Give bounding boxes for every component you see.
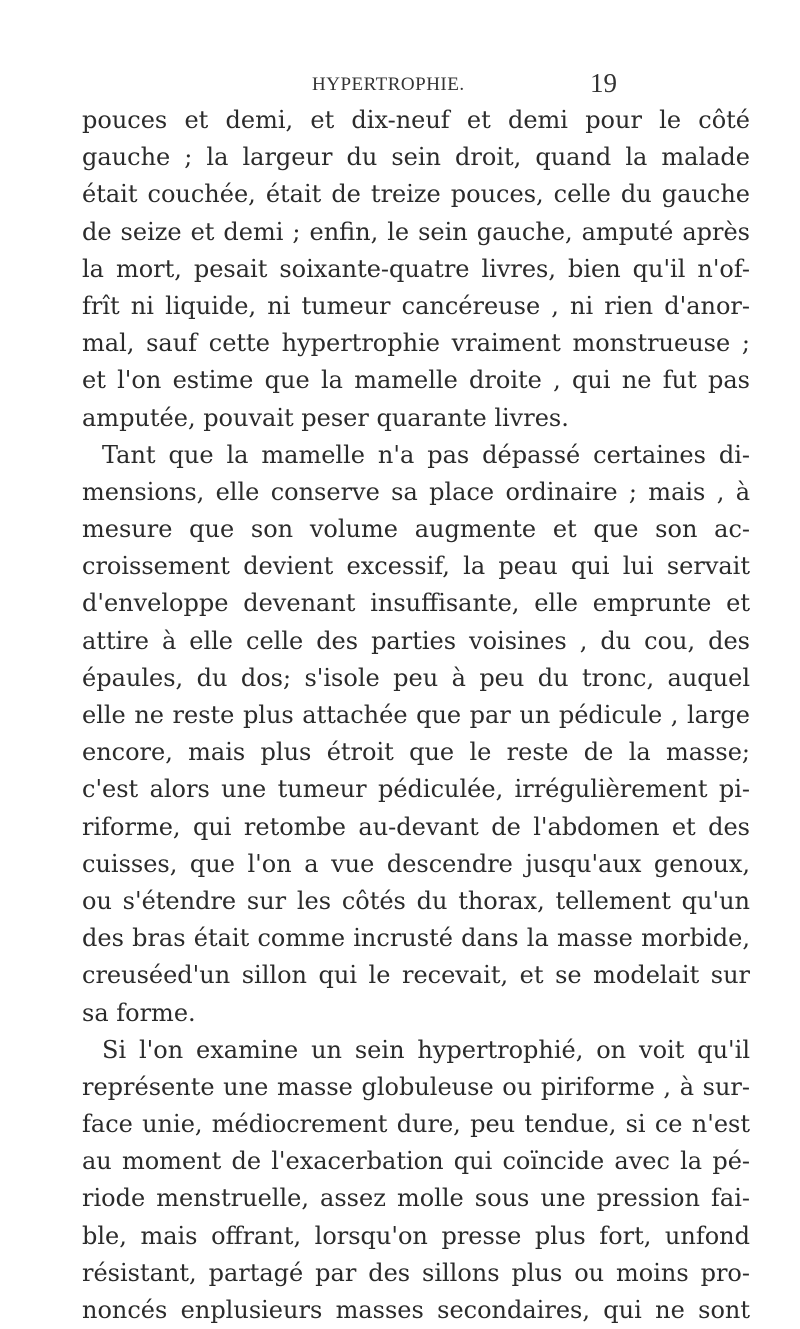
text-line: riode menstruelle, assez molle sous une pression fai- (82, 1184, 750, 1213)
text-line: des bras était comme incrusté dans la masse morbide, (82, 924, 750, 953)
text-line: mensions, elle conserve sa place ordinaire ; mais , à (82, 477, 750, 506)
text-line: Si l'on examine un sein hypertrophié, on voit qu'il (102, 1035, 750, 1064)
page-number: 19 (590, 68, 617, 98)
text-line: Tant que la mamelle n'a pas dépassé certaines di- (102, 440, 750, 469)
text-line: mal, sauf cette hypertrophie vraiment monstrueuse ; (82, 329, 750, 358)
text-line: de seize et demi ; enfin, le sein gauche, amputé après (82, 217, 750, 246)
text-line: d'enveloppe devenant insuffisante, elle emprunte et (82, 589, 750, 618)
text-line: au moment de l'exacerbation qui coïncide avec la pé- (82, 1147, 750, 1176)
text-line: était couchée, était de treize pouces, celle du gauche (82, 180, 750, 209)
text-line: épaules, du dos; s'isole peu à peu du tronc, auquel (82, 663, 750, 692)
text-line: pouces et demi, et dix-neuf et demi pour le côté (82, 106, 750, 134)
text-line: la mort, pesait soixante-quatre livres, bien qu'il n'of- (82, 254, 750, 283)
running-title: HYPERTROPHIE. (312, 74, 465, 95)
text-line: face unie, médiocrement dure, peu tendue, si ce n'est (82, 1110, 750, 1139)
text-line: riforme, qui retombe au-devant de l'abdomen et des (82, 812, 750, 841)
text-line: attire à elle celle des parties voisines , du cou, des (82, 626, 750, 655)
text-line: elle ne reste plus attachée que par un pédicule , large (82, 701, 750, 729)
text-line: représente une masse globuleuse ou piriforme , à sur- (82, 1072, 750, 1101)
text-line: et l'on estime que la mamelle droite , qui ne fut pas (82, 366, 750, 395)
text-line: creuséed'un sillon qui le recevait, et se modelait sur (82, 961, 750, 990)
text-line: ble, mais offrant, lorsqu'on presse plus fort, unfond (82, 1221, 750, 1250)
body-text (82, 102, 750, 1329)
text-line: frît ni liquide, ni tumeur cancéreuse , ni rien d'anor- (82, 291, 750, 320)
text-line: c'est alors une tumeur pédiculée, irrégulièrement pi- (82, 775, 750, 804)
text-line: ou s'étendre sur les côtés du thorax, tellement qu'un (82, 886, 750, 915)
text-line: croissement devient excessif, la peau qui lui servait (82, 552, 750, 581)
text-line: amputée, pouvait peser quarante livres. (82, 403, 569, 432)
text-line: gauche ; la largeur du sein droit, quand la malade (82, 143, 750, 172)
text-line: mesure que son volume augmente et que son ac- (82, 515, 750, 544)
text-line: cuisses, que l'on a vue descendre jusqu'aux genoux, (82, 849, 750, 878)
text-line: résistant, partagé par des sillons plus ou moins pro- (82, 1258, 750, 1287)
text-line: encore, mais plus étroit que le reste de la masse; (82, 738, 750, 767)
text-line: sa forme. (82, 998, 196, 1027)
text-line: noncés enplusieurs masses secondaires, qui ne sont (82, 1296, 750, 1324)
